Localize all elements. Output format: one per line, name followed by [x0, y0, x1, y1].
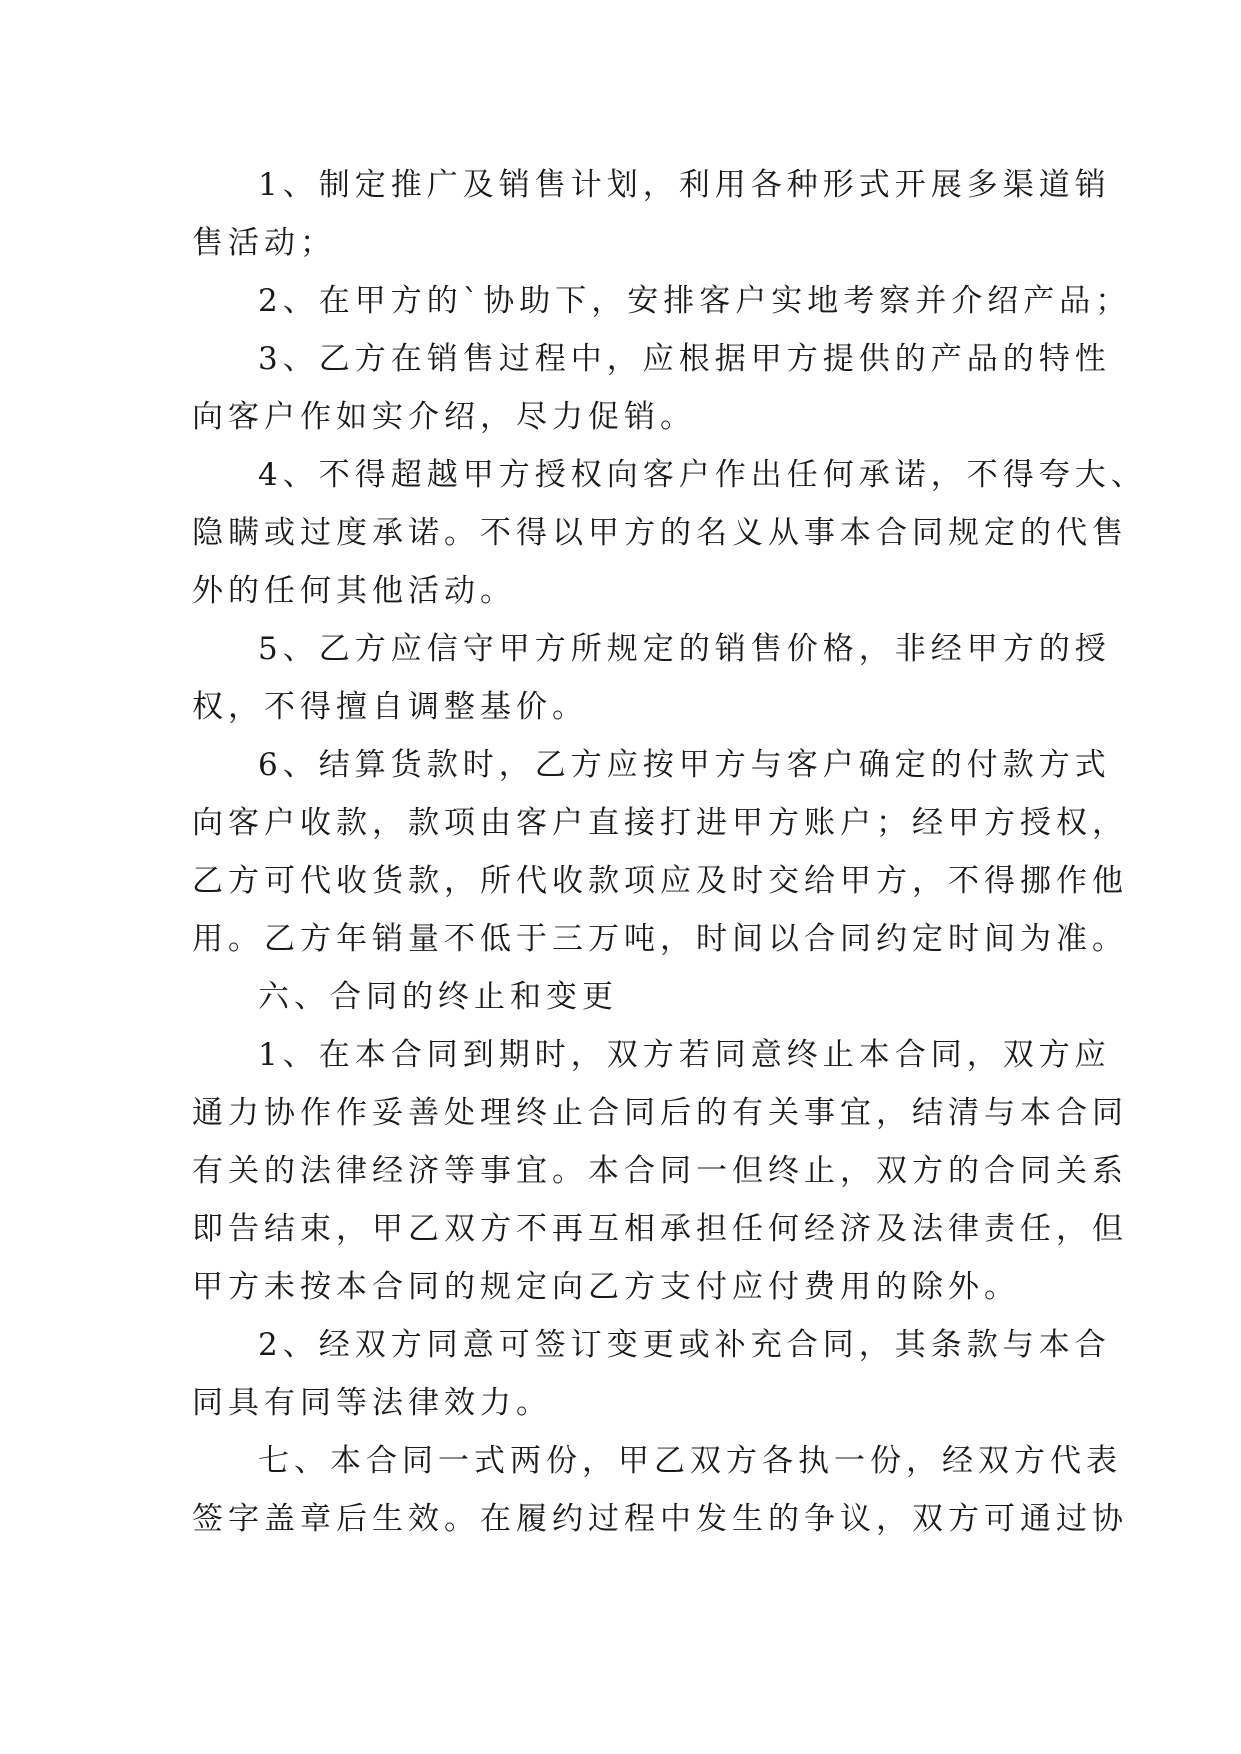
text-line: 即告结束，甲乙双方不再互相承担任何经济及法律责任，但: [192, 1211, 1128, 1247]
clause-paragraph: [192, 736, 1128, 968]
text-line: 3、乙方在销售过程中，应根据甲方提供的产品的特性: [258, 341, 1111, 377]
text-line: 售活动；: [192, 225, 336, 261]
clause-paragraph: [192, 620, 1111, 736]
text-line: 同具有同等法律效力。: [192, 1385, 552, 1421]
section-heading: [192, 968, 1064, 1026]
document-body: [192, 156, 1147, 1548]
text-line: 4、不得超越甲方授权向客户作出任何承诺，不得夸大、: [258, 457, 1147, 493]
text-line: 向客户作如实介绍，尽力促销。: [192, 399, 696, 435]
text-line: 2、在甲方的`协助下，安排客户实地考察并介绍产品；: [258, 283, 1132, 319]
text-line: 权，不得擅自调整基价。: [192, 689, 588, 725]
text-line: 隐瞒或过度承诺。不得以甲方的名义从事本合同规定的代售: [192, 515, 1128, 551]
text-line: 签字盖章后生效。在履约过程中发生的争议，双方可通过协: [192, 1501, 1128, 1537]
text-line: 5、乙方应信守甲方所规定的销售价格，非经甲方的授: [258, 631, 1111, 667]
clause-paragraph: [192, 1316, 1111, 1432]
clause-paragraph: [192, 1432, 1128, 1548]
clause-paragraph: [192, 446, 1147, 620]
clause-paragraph: [192, 330, 1111, 446]
text-line: 六、合同的终止和变更: [258, 979, 618, 1015]
text-line: 有关的法律经济等事宜。本合同一但终止，双方的合同关系: [192, 1153, 1128, 1189]
text-line: 向客户收款，款项由客户直接打进甲方账户；经甲方授权，: [192, 805, 1128, 841]
text-line: 2、经双方同意可签订变更或补充合同，其条款与本合: [258, 1327, 1111, 1363]
clause-paragraph: [192, 1026, 1128, 1316]
text-line: 1、制定推广及销售计划，利用各种形式开展多渠道销: [258, 167, 1111, 203]
text-line: 用。乙方年销量不低于三万吨，时间以合同约定时间为准。: [192, 921, 1128, 957]
clause-paragraph: [192, 272, 1132, 330]
clause-paragraph: [192, 156, 1111, 272]
text-line: 通力协作作妥善处理终止合同后的有关事宜，结清与本合同: [192, 1095, 1128, 1131]
text-line: 外的任何其他活动。: [192, 573, 516, 609]
text-line: 七、本合同一式两份，甲乙双方各执一份，经双方代表: [258, 1443, 1122, 1479]
text-line: 1、在本合同到期时，双方若同意终止本合同，双方应: [258, 1037, 1111, 1073]
text-line: 甲方未按本合同的规定向乙方支付应付费用的除外。: [192, 1269, 1020, 1305]
text-line: 乙方可代收货款，所代收款项应及时交给甲方，不得挪作他: [192, 863, 1128, 899]
text-line: 6、结算货款时，乙方应按甲方与客户确定的付款方式: [258, 747, 1111, 783]
